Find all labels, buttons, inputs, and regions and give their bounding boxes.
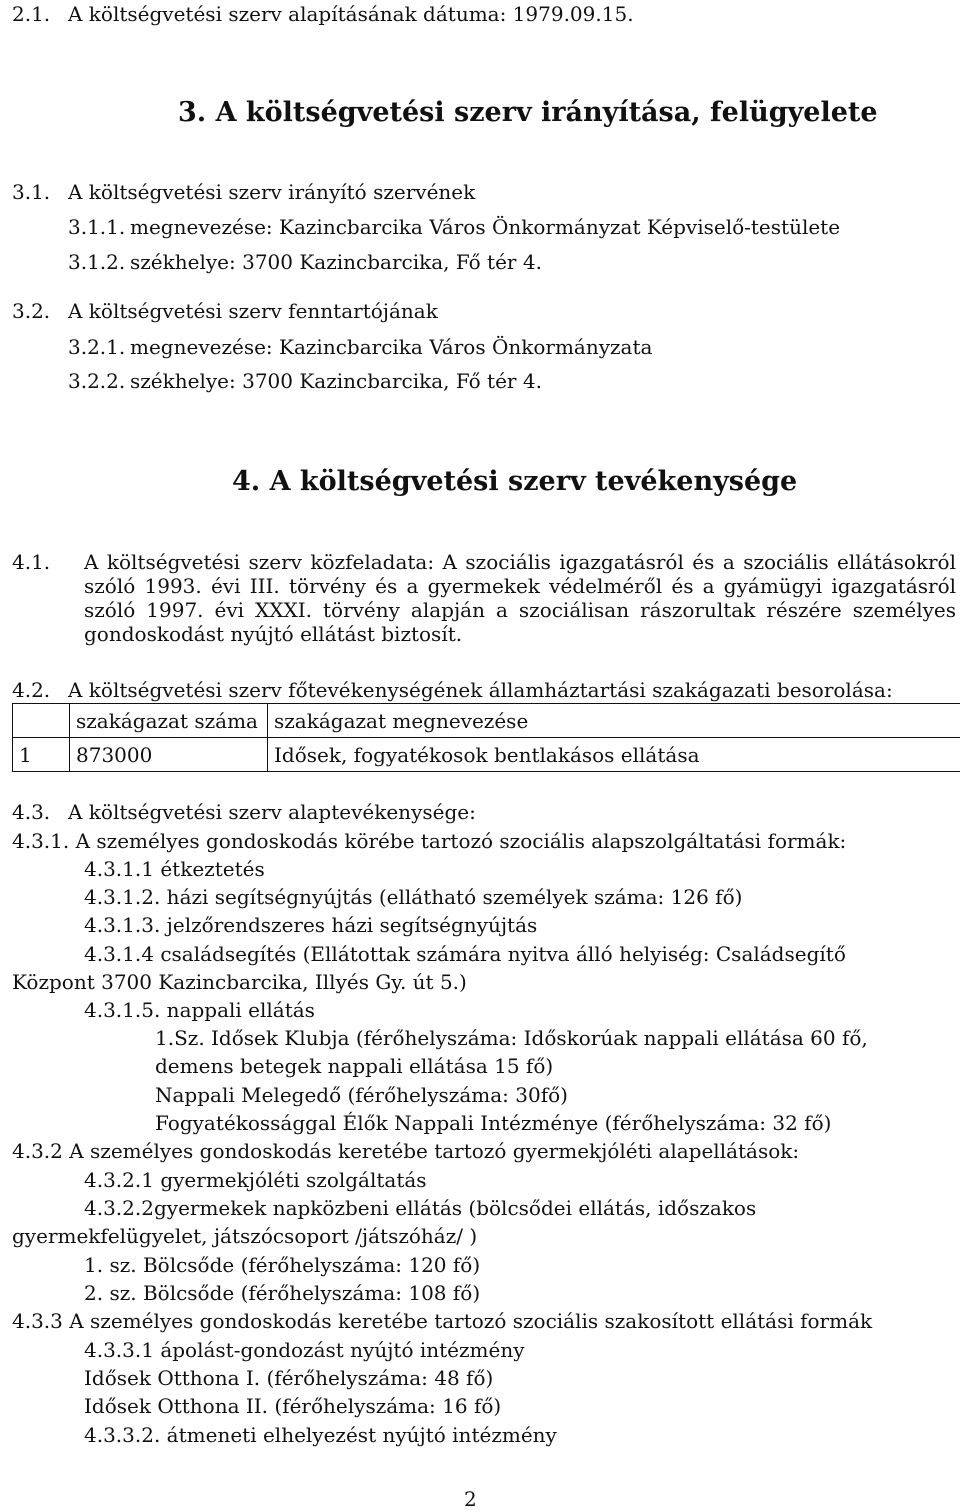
item-text: megnevezése: Kazincbarcika Város Önkormányzat Képviselő-testülete [130,215,841,239]
list-item: 4.3.1.5. nappali ellátás [84,998,315,1022]
section-3-heading: 3. A költségvetési szerv irányítása, felügyelete [178,97,878,128]
item-3-1 [12,180,475,204]
table-header-cell: szakágazat száma [70,704,268,738]
item-number: 4.3. [12,800,51,824]
section-4-heading: 4. A költségvetési szerv tevékenysége [232,466,798,497]
list-item: gyermekfelügyelet, játszócsoport /játszóház/ ) [12,1224,478,1248]
table-header-cell: szakágazat megnevezése [268,704,960,738]
list-item: 4.3.1.4 családsegítés (Ellátottak számára nyitva álló helyiség: Családsegítő [84,942,846,966]
item-number: 4.2. [12,678,51,702]
item-number: 2.1. [12,2,51,26]
item-3-2-1 [68,335,652,359]
list-item: Idősek Otthona I. (férőhelyszáma: 48 fő) [84,1366,494,1390]
table-row [13,738,960,772]
list-item: 2. sz. Bölcsőde (férőhelyszáma: 108 fő) [84,1281,481,1305]
item-text: megnevezése: Kazincbarcika Város Önkormányzata [130,335,653,359]
list-item: 4.3.1. A személyes gondoskodás körébe tartozó szociális alapszolgáltatási formák: [12,829,847,853]
table-cell: 873000 [70,738,268,772]
list-item: Idősek Otthona II. (férőhelyszáma: 16 fő) [84,1394,502,1418]
item-text: székhelye: 3700 Kazincbarcika, Fő tér 4. [130,369,542,393]
item-4-1-text [84,550,956,646]
list-item: 1.Sz. Idősek Klubja (férőhelyszáma: Időskorúak nappali ellátása 60 fő, [155,1026,868,1050]
item-number: 3.1.2. [68,250,126,274]
table-cell: Idősek, fogyatékosok bentlakásos ellátása [268,738,960,772]
item-3-1-2 [68,250,542,274]
list-item: 4.3.3.2. átmeneti elhelyezést nyújtó intézmény [84,1423,557,1447]
list-item: 4.3.2.2gyermekek napközbeni ellátás (bölcsődei ellátás, időszakos [84,1196,757,1220]
list-item: 4.3.1.1 étkeztetés [84,857,265,881]
item-text: A költségvetési szerv közfeladata: A szociális igazgatásról és a szociális ellátásokról szóló 1993. évi III. törvény és a gyermekek védelméről és a gyámügyi igazgatásról szóló 1997. évi XXXI. törvény alapján a szociálisan rászorultak részére személyes gondoskodást nyújtó ellátást biztosít. [84,550,956,646]
item-number: 3.1. [12,180,51,204]
list-item: Nappali Melegedő (férőhelyszáma: 30fő) [155,1083,568,1107]
list-item: 4.3.2 A személyes gondoskodás keretébe tartozó gyermekjóléti alapellátások: [12,1139,800,1163]
item-3-1-1 [68,215,840,239]
item-4-2 [12,678,893,702]
list-item: 4.3.3 A személyes gondoskodás keretébe tartozó szociális szakosított ellátási formák [12,1309,873,1333]
item-text: A költségvetési szerv alapításának dátuma: 1979.09.15. [68,2,634,26]
list-item: Központ 3700 Kazincbarcika, Illyés Gy. út 5.) [12,970,467,994]
list-item: 4.3.1.3. jelzőrendszeres házi segítségnyújtás [84,913,538,937]
table-cell: 1 [13,738,70,772]
item-number: 3.2.1. [68,335,126,359]
item-4-1-number: 4.1. [12,550,51,574]
table-header-row [13,704,960,738]
item-number: 3.2.2. [68,369,126,393]
item-text: A költségvetési szerv alaptevékenysége: [68,800,476,824]
classification-table [12,703,960,772]
page-number: 2 [464,1487,477,1511]
item-3-2-2 [68,369,542,393]
item-text: A költségvetési szerv főtevékenységének államháztartási szakágazati besorolása: [68,678,893,702]
table-header-cell [13,704,70,738]
item-number: 3.1.1. [68,215,126,239]
list-item: Fogyatékossággal Élők Nappali Intézménye (férőhelyszáma: 32 fő) [155,1111,832,1135]
list-item: demens betegek nappali ellátása 15 fő) [155,1054,554,1078]
list-item: 4.3.3.1 ápolást-gondozást nyújtó intézmény [84,1338,525,1362]
item-2-1 [12,2,634,26]
list-item: 4.3.2.1 gyermekjóléti szolgáltatás [84,1168,427,1192]
list-item: 4.3.1.2. házi segítségnyújtás (ellátható személyek száma: 126 fő) [84,885,743,909]
item-number: 3.2. [12,299,51,323]
item-text: A költségvetési szerv fenntartójának [68,299,438,323]
item-text: székhelye: 3700 Kazincbarcika, Fő tér 4. [130,250,542,274]
item-4-3 [12,800,476,824]
item-text: A költségvetési szerv irányító szervének [68,180,476,204]
list-item: 1. sz. Bölcsőde (férőhelyszáma: 120 fő) [84,1253,481,1277]
item-3-2 [12,299,438,323]
